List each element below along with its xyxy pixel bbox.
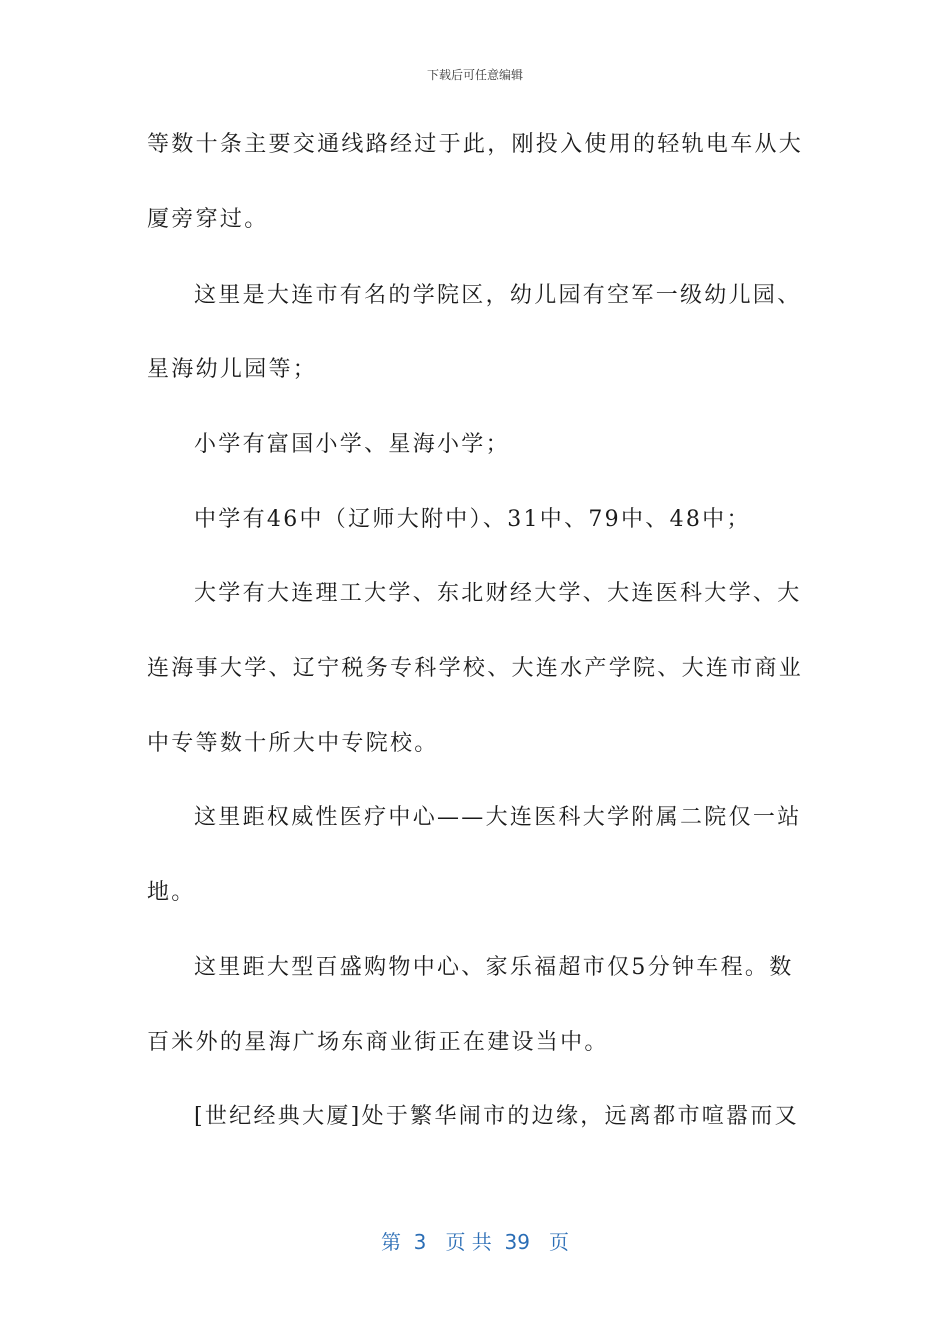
page-number-footer: 第 3 页 共 39 页 [380, 1230, 570, 1254]
text-line: 百米外的星海广场东商业街正在建设当中。 [147, 1030, 609, 1055]
text-line: 连海事大学、辽宁税务专科学校、大连水产学院、大连市商业 [147, 656, 804, 681]
paragraph-line: 这里是大连市有名的学院区，幼儿园有空军一级幼儿园、 [194, 283, 802, 308]
text-line: 地。 [147, 880, 196, 905]
text-line: 等数十条主要交通线路经过于此，刚投入使用的轻轨电车从大 [147, 132, 804, 157]
paragraph-line: 中学有46中（辽师大附中）、31中、79中、48中； [194, 507, 751, 532]
paragraph-line: 这里距大型百盛购物中心、家乐福超市仅5分钟车程。数 [194, 955, 794, 980]
text-line: 星海幼儿园等； [147, 357, 318, 382]
paragraph-line: 这里距权威性医疗中心——大连医科大学附属二院仅一站 [194, 805, 802, 830]
text-line: 厦旁穿过。 [147, 207, 269, 232]
paragraph-line: [世纪经典大厦]处于繁华闹市的边缘，远离都市喧嚣而又 [194, 1104, 799, 1129]
page-header-note: 下载后可任意编辑 [426, 68, 523, 82]
paragraph-line: 小学有富国小学、星海小学； [194, 432, 510, 457]
text-line: 中专等数十所大中专院校。 [147, 731, 439, 756]
paragraph-line: 大学有大连理工大学、东北财经大学、大连医科大学、大 [194, 581, 802, 606]
